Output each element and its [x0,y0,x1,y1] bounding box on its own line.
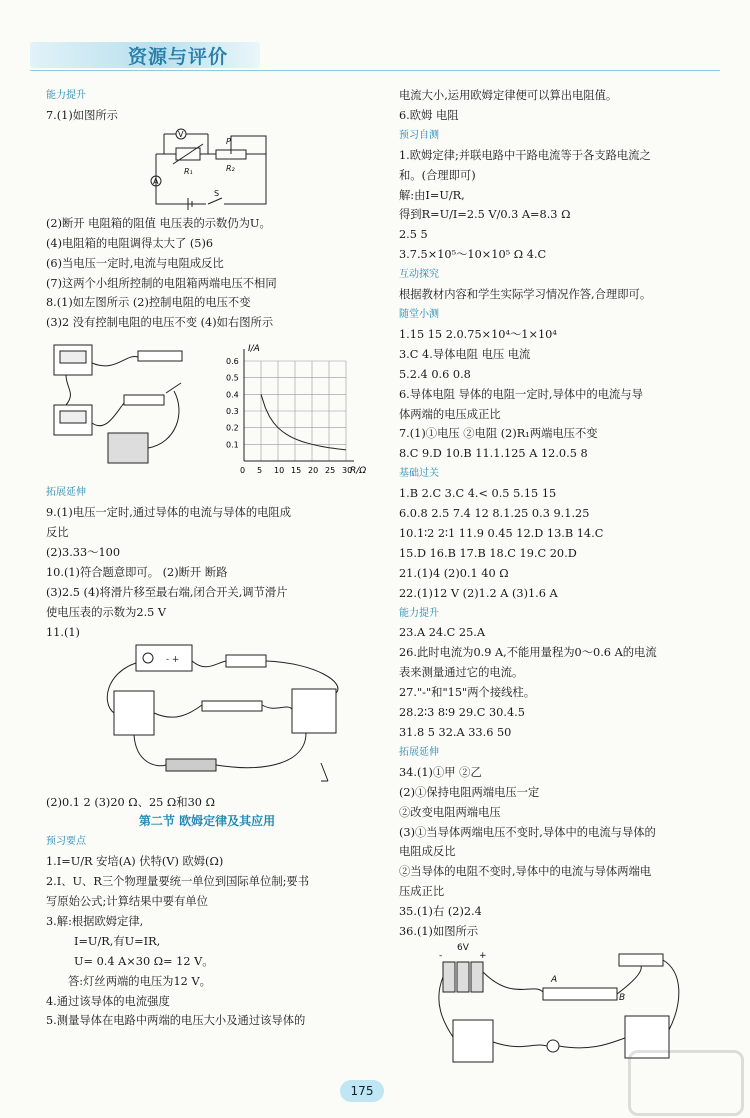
answer-line: (7)这两个小组所控制的电阻箱两端电压不相同 [46,276,277,290]
answer-line: 8.C 9.D 10.B 11.1.125 A 12.0.5 8 [399,447,588,461]
answer-line: 2.I、U、R三个物理量要统一单位到国际单位制;要书 [46,875,310,889]
answer-line: 11.(1) [46,625,80,639]
battery-plus-label: + [479,950,487,961]
r2-label: R₂ [226,163,235,173]
answer-line: 15.D 16.B 17.B 18.C 19.C 20.D [399,546,577,560]
answer-line: 10.1∶2 2∶1 11.9 0.45 12.D 13.B 14.C [399,526,604,540]
answer-line: 3.7.5×10⁵～10×10⁵ Ω 4.C [399,248,547,262]
section-label: 互动探究 [399,269,439,281]
answer-line: 解:由I=U/R, [399,188,465,202]
chart-y-tick: 0.4 [226,390,239,400]
chart-x-tick: 20 [308,466,319,476]
answer-line: 23.A 24.C 25.A [399,626,486,640]
section-label: 预习自测 [399,129,439,141]
answer-line: 22.(1)12 V (2)1.2 A (3)1.6 A [399,586,558,600]
answer-line: 体两端的电压成正比 [399,407,501,421]
answer-line: ②当导体的电阻不变时,导体中的电流与导体两端电 [399,865,652,879]
experiment-apparatus-11 [96,643,356,793]
s-label: S [214,188,220,198]
answer-line: 写原始公式;计算结果中要有单位 [46,895,208,909]
answer-line: (6)当电压一定时,电流与电阻成反比 [46,256,224,270]
answer-line: 2.5 5 [399,228,428,242]
answer-line: 10.(1)符合题意即可。 (2)断开 断路 [46,565,228,579]
svg-text:- +: - + [166,654,180,665]
answer-line: 根据教材内容和学生实际学习情况作答,合理即可。 [399,288,652,302]
answer-line: 和。(合理即可) [399,168,476,182]
chapter-heading: 第二节 欧姆定律及其应用 [138,814,276,829]
answer-line: (2)①保持电阻两端电压一定 [399,785,540,799]
answer-line: 6.欧姆 电阻 [399,108,459,122]
chart-y-tick: 0.6 [226,357,239,367]
circuit-diagram-7 [146,126,286,214]
chart-y-tick: 0.2 [226,423,239,433]
section-label: 能力提升 [46,90,86,101]
r1-label: R₁ [184,166,193,176]
battery-voltage-label: 6V [457,942,469,953]
chart-curve [261,395,346,451]
answer-line: 1.I=U/R 安培(A) 伏特(V) 欧姆(Ω) [46,855,224,869]
answer-line: ②改变电阻两端电压 [399,805,501,819]
rheostat-b-label: B [619,992,626,1003]
chart-x-tick: 5 [257,466,263,476]
answer-line: (4)电阻箱的电阻调得太大了 (5)6 [46,236,214,250]
chart-x-tick: 0 [240,466,246,476]
answer-line: 6.0.8 2.5 7.4 12 8.1.25 0.3 9.1.25 [399,507,590,521]
answer-line: 表来测量通过它的电流。 [399,666,524,680]
current-resistance-chart [216,333,366,483]
answer-line: 6.导体电阻 导体的电阻一定时,导体中的电流与导 [399,387,643,401]
answer-line: 得到R=U/I=2.5 V/0.3 A=8.3 Ω [399,208,571,222]
answer-line: 26.此时电流为0.9 A,不能用量程为0～0.6 A的电流 [399,646,657,660]
section-label: 拓展延伸 [399,746,439,758]
chart-y-tick: 0.3 [226,407,239,417]
answer-line: 21.(1)4 (2)0.1 40 Ω [399,566,509,580]
answer-line: 3.C 4.导体电阻 电压 电流 [399,347,531,361]
page-number: 175 [340,1080,384,1102]
figure-row-8 [46,333,368,483]
answer-line: 3.解:根据欧姆定律, [46,914,144,928]
answer-line: 1.15 15 2.0.75×10⁴～1×10⁴ [399,327,557,341]
answer-line: 27."-"和"15"两个接线柱。 [399,686,536,700]
left-column [46,86,368,1031]
chart-x-tick: 15 [291,466,302,476]
answer-line: 8.(1)如左图所示 (2)控制电阻的电压不变 [46,296,251,310]
chart-x-tick: 10 [274,466,285,476]
battery-minus-label: - [439,950,443,961]
chart-x-label: R/Ω [350,466,366,477]
answer-line: 电流大小,运用欧姆定律便可以算出电阻值。 [399,89,618,102]
voltmeter-label: V [178,129,184,139]
chart-x-tick: 25 [325,466,336,476]
answer-line: 7.(1)如图所示 [46,108,118,122]
section-label: 随堂小测 [399,308,439,320]
answer-line: (3)①当导体两端电压不变时,导体中的电流与导体的 [399,825,656,839]
chart-y-tick: 0.5 [226,373,239,383]
rheostat-a-label: A [551,974,558,985]
chart-y-label: I/A [248,344,260,355]
book-title: 资源与评价 [128,46,229,68]
answer-line: 35.(1)右 (2)2.4 [399,905,482,919]
answer-line: 1.欧姆定律;并联电路中干路电流等于各支路电流之 [399,148,651,162]
answer-line: 答:灯丝两端的电压为12 V。 [68,974,211,988]
answer-line: 压成正比 [399,885,445,899]
answer-line: 5.2.4 0.6 0.8 [399,367,471,381]
answer-line: (3)2.5 (4)将滑片移至最右端,闭合开关,调节滑片 [46,585,288,599]
section-label: 拓展延伸 [46,487,86,499]
answer-line: 4.通过该导体的电流强度 [46,994,170,1008]
answer-line: 7.(1)①电压 ②电阻 (2)R₁两端电压不变 [399,427,598,441]
answer-line: 5.测量导体在电路中两端的电压大小及通过该导体的 [46,1014,306,1028]
answer-line: 电阻成反比 [399,845,456,859]
ammeter-label: A [153,176,159,186]
answer-line: (3)2 没有控制电阻的电压不变 (4)如右图所示 [46,316,274,330]
answer-line: 31.8 5 32.A 33.6 50 [399,726,512,739]
answer-line: U= 0.4 A×30 Ω= 12 V。 [74,954,214,968]
chart-x-tick: 30 [342,466,353,476]
experiment-apparatus-8 [46,333,196,483]
answer-line: 使电压表的示数为2.5 V [46,605,167,619]
answer-line: (2)0.1 2 (3)20 Ω、25 Ω和30 Ω [46,795,215,809]
answer-line: (2)3.33～100 [46,545,121,559]
answer-line: 34.(1)①甲 ②乙 [399,765,482,779]
section-label: 预习要点 [46,836,86,848]
header-rule [30,70,720,71]
page-header [0,0,750,95]
answer-line: (2)断开 电阻箱的阻值 电压表的示数仍为U。 [46,216,271,230]
answer-line: I=U/R,有U=IR, [74,934,161,948]
chart-y-tick: 0.1 [226,440,239,450]
section-label: 基础过关 [399,468,439,480]
answer-line: 1.B 2.C 3.C 4.< 0.5 5.15 15 [399,487,557,501]
answer-line: 36.(1)如图所示 [399,925,479,939]
answer-line: 28.2∶3 8∶9 29.C 30.4.5 [399,706,525,720]
right-column [399,86,719,1068]
section-label: 能力提升 [399,607,439,619]
answer-line: 反比 [46,526,69,540]
watermark-logo [628,1050,744,1116]
answer-line: 9.(1)电压一定时,通过导体的电流与导体的电阻成 [46,506,292,520]
p-label: P [226,136,231,146]
